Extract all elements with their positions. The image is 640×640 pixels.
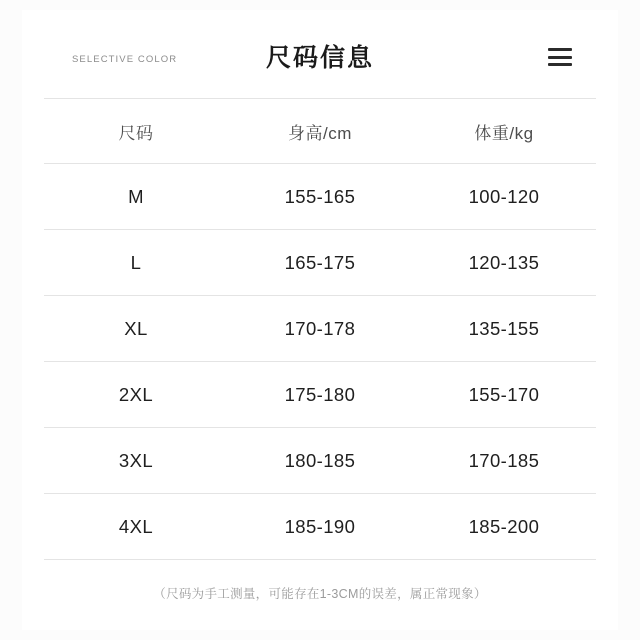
cell-size: L — [44, 230, 228, 296]
table-row — [44, 494, 596, 560]
card-header — [44, 10, 596, 88]
hamburger-menu-icon[interactable] — [548, 48, 572, 66]
cell-size: 4XL — [44, 494, 228, 560]
cell-weight: 100-120 — [412, 164, 596, 230]
size-chart-card — [22, 10, 618, 630]
menu-bar-1 — [548, 48, 572, 51]
cell-height: 180-185 — [228, 428, 412, 494]
menu-bar-2 — [548, 56, 572, 59]
cell-size: 2XL — [44, 362, 228, 428]
cell-height: 170-178 — [228, 296, 412, 362]
table-row — [44, 230, 596, 296]
cell-weight: 185-200 — [412, 494, 596, 560]
cell-weight: 135-155 — [412, 296, 596, 362]
table-row — [44, 296, 596, 362]
cell-height: 165-175 — [228, 230, 412, 296]
cell-height: 185-190 — [228, 494, 412, 560]
size-table — [44, 98, 596, 560]
cell-size: XL — [44, 296, 228, 362]
menu-bar-3 — [548, 63, 572, 66]
cell-weight: 155-170 — [412, 362, 596, 428]
table-row — [44, 428, 596, 494]
table-row — [44, 362, 596, 428]
cell-weight: 120-135 — [412, 230, 596, 296]
cell-height: 175-180 — [228, 362, 412, 428]
measurement-note: （尺码为手工测量，可能存在1-3CM的误差，属正常现象） — [153, 587, 487, 601]
cell-size: M — [44, 164, 228, 230]
cell-size: 3XL — [44, 428, 228, 494]
page-title: 尺码信息 — [265, 44, 374, 72]
table-header-row — [44, 99, 596, 164]
brand-label: SELECTIVE COLOR — [72, 54, 178, 65]
column-header-height: 身高/cm — [228, 99, 412, 164]
cell-height: 155-165 — [228, 164, 412, 230]
column-header-weight: 体重/kg — [412, 99, 596, 164]
table-header — [44, 99, 596, 164]
column-header-size: 尺码 — [44, 99, 228, 164]
table-row — [44, 164, 596, 230]
cell-weight: 170-185 — [412, 428, 596, 494]
table-body — [44, 164, 596, 560]
